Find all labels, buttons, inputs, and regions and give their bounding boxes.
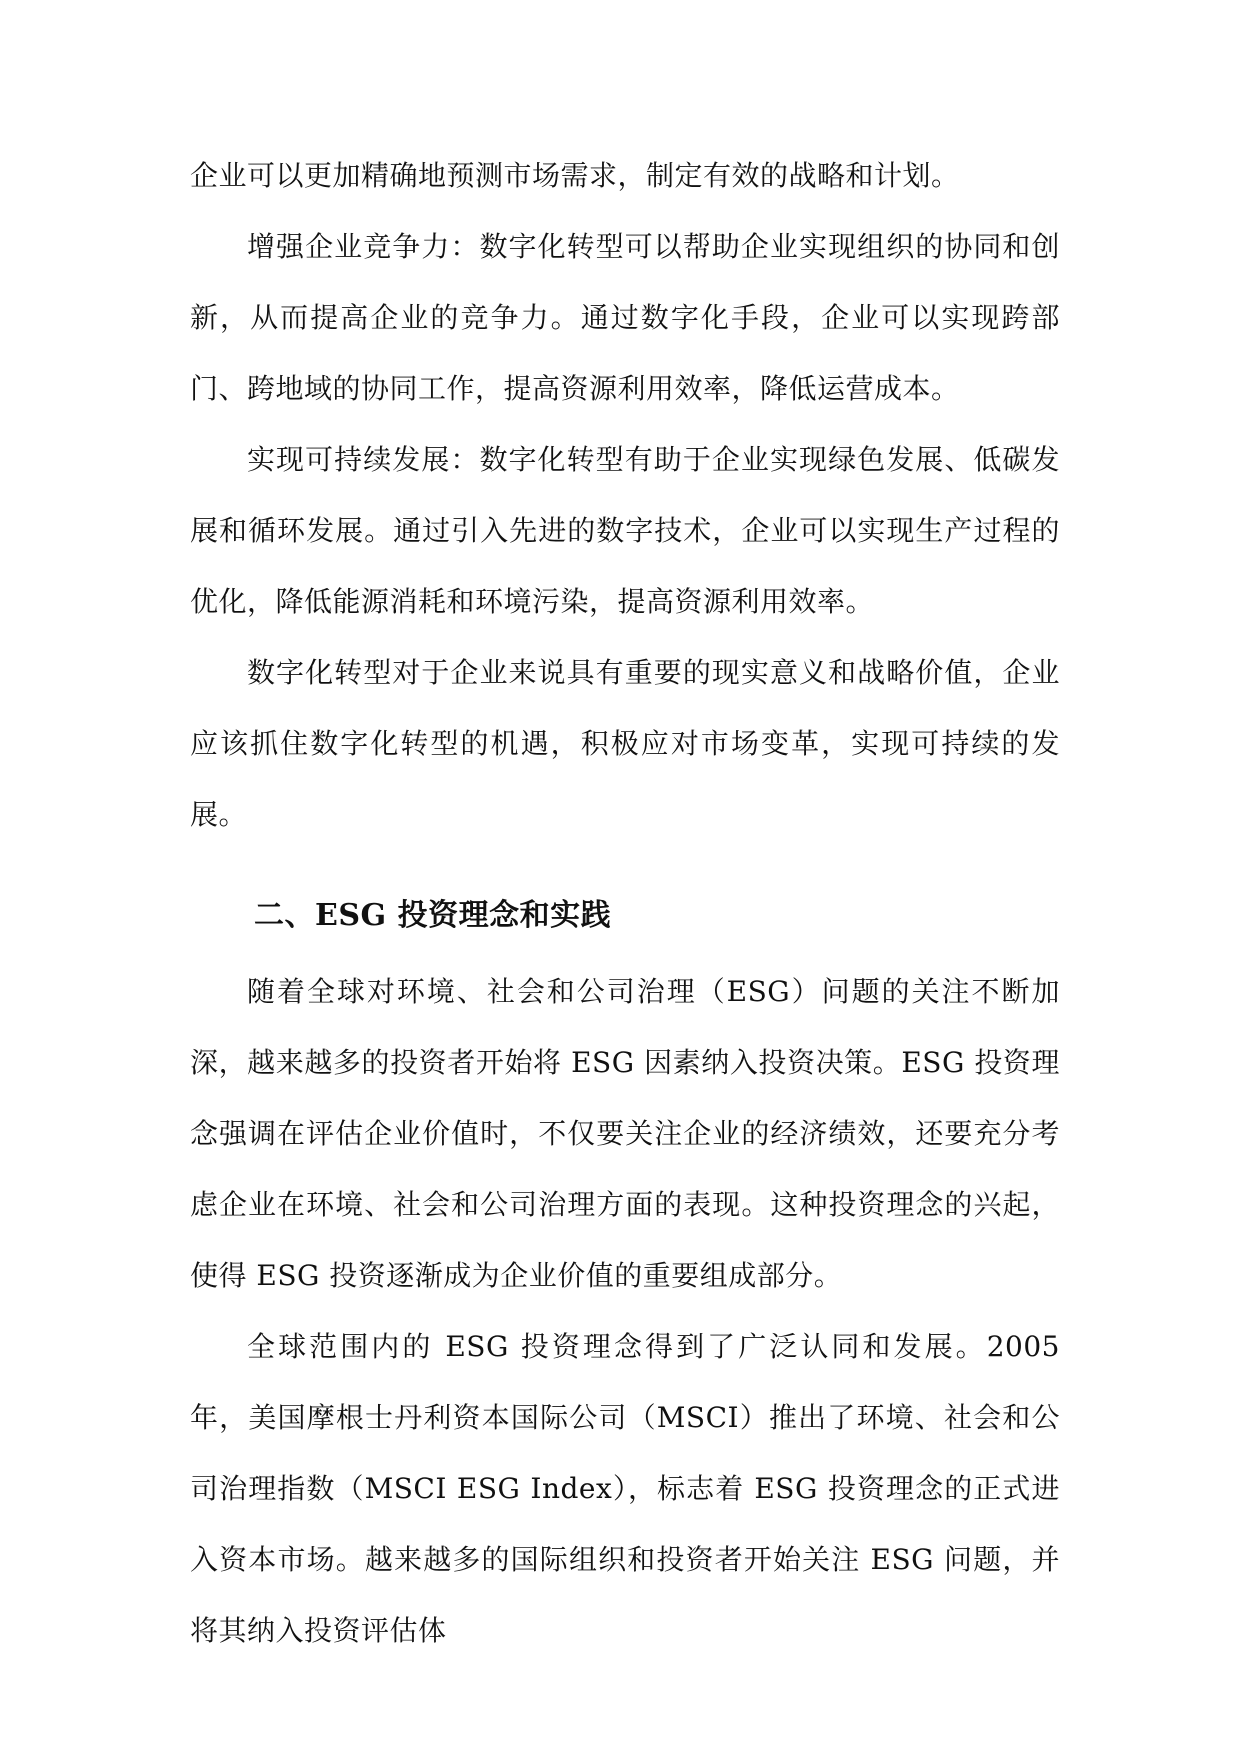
- paragraph-continuation: 企业可以更加精确地预测市场需求，制定有效的战略和计划。: [190, 159, 960, 192]
- section-heading: 二、ESG 投资理念和实践: [254, 898, 612, 933]
- paragraph-esg-intro: 随着全球对环境、社会和公司治理（ESG）问题的关注不断加深，越来越多的投资者开始将 ESG 因素纳入投资决策。ESG 投资理念强调在评估企业价值时，不仅要关注企业的经济绩效，还要充分考虑企业在环境、社会和公司治理方面的表现。这种投资理念的兴起，使得 ESG 投资逐渐成为企业价值的重要组成部分。: [190, 975, 1060, 1292]
- paragraph-sustainability: 实现可持续发展：数字化转型有助于企业实现绿色发展、低碳发展和循环发展。通过引入先进的数字技术，企业可以实现生产过程的优化，降低能源消耗和环境污染，提高资源利用效率。: [190, 443, 1060, 618]
- paragraph-esg-global: 全球范围内的 ESG 投资理念得到了广泛认同和发展。2005 年，美国摩根士丹利资本国际公司（MSCI）推出了环境、社会和公司治理指数（MSCI ESG Index），标志着 ESG 投资理念的正式进入资本市场。越来越多的国际组织和投资者开始关注 ESG 问题，并将其纳入投资评估体: [190, 1330, 1060, 1647]
- document-body: [190, 140, 1060, 1666]
- paragraph-competitiveness: 增强企业竞争力：数字化转型可以帮助企业实现组织的协同和创新，从而提高企业的竞争力。通过数字化手段，企业可以实现跨部门、跨地域的协同工作，提高资源利用效率，降低运营成本。: [190, 230, 1060, 405]
- paragraph-summary: 数字化转型对于企业来说具有重要的现实意义和战略价值，企业应该抓住数字化转型的机遇，积极应对市场变革，实现可持续的发展。: [190, 656, 1060, 831]
